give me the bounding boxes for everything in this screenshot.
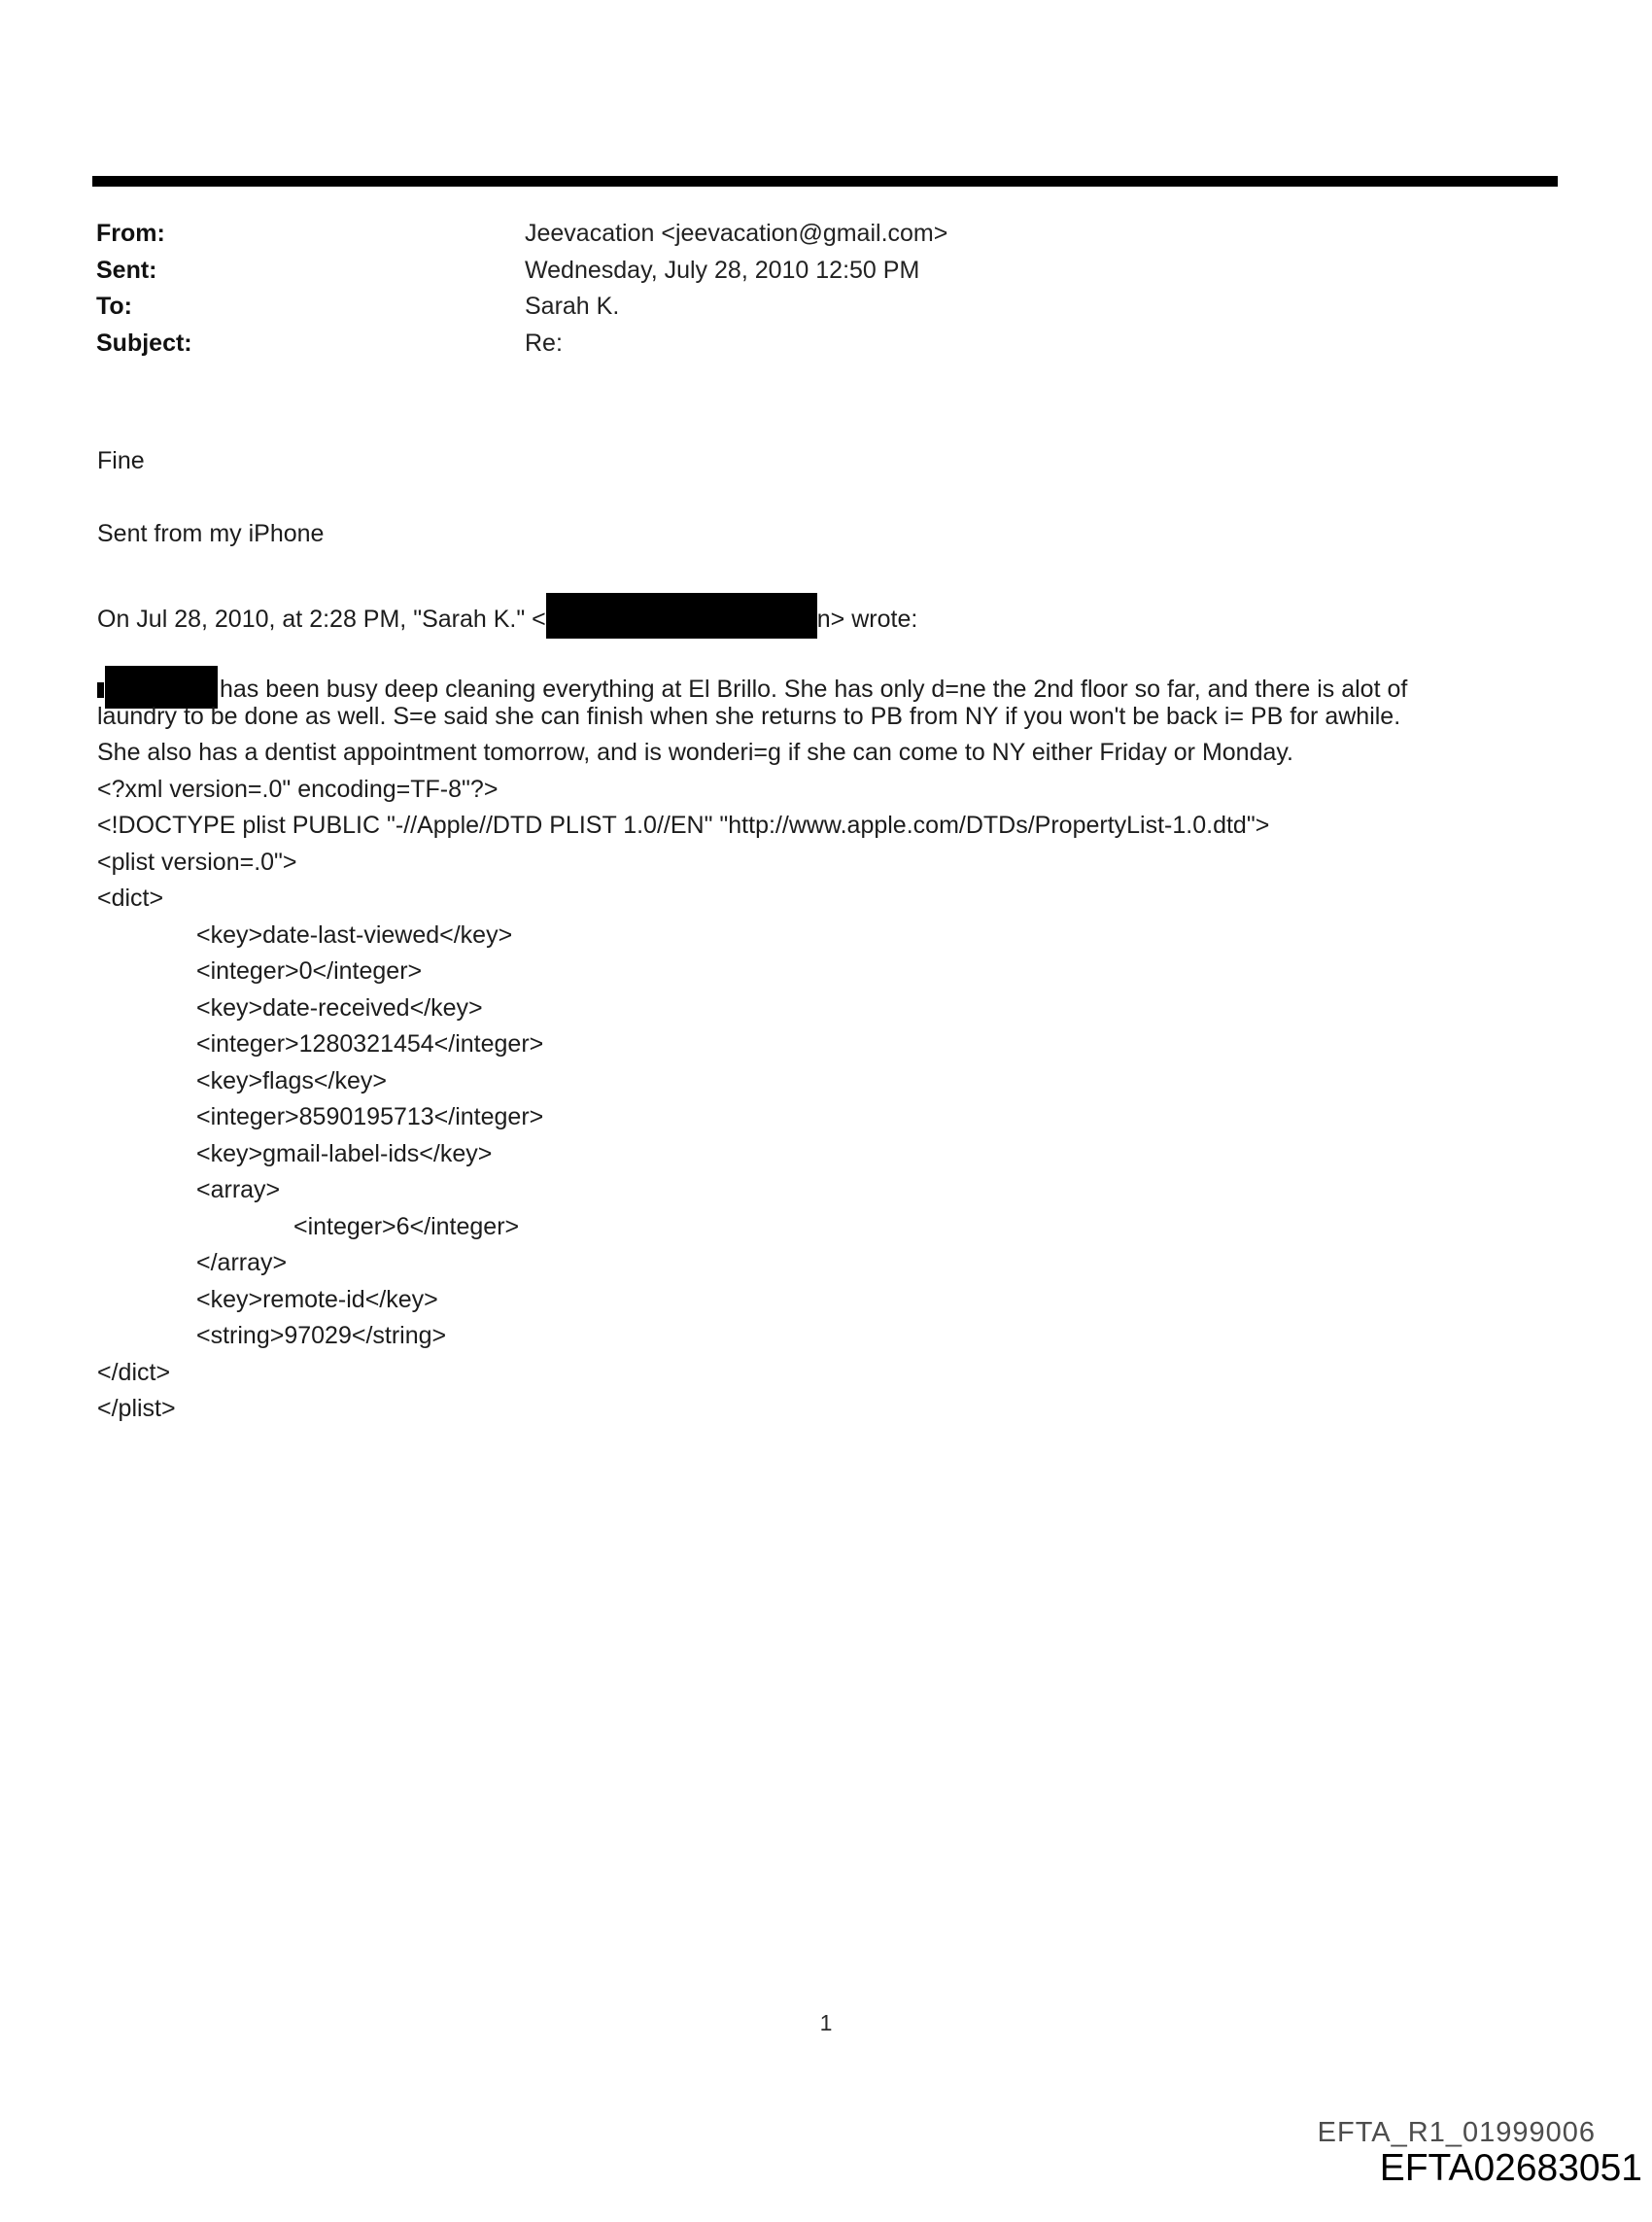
- plist-line: <array>: [196, 1176, 281, 1203]
- from-value: Jeevacation <jeevacation@gmail.com>: [525, 220, 948, 247]
- email-header: [96, 220, 947, 365]
- quote-intro-prefix: On Jul 28, 2010, at 2:28 PM, "Sarah K." <: [97, 606, 546, 633]
- subject-label: Subject:: [96, 329, 192, 357]
- bates-stamp: [1318, 2117, 1642, 2188]
- body-text-fine: Fine: [97, 447, 145, 474]
- plist-line: <key>date-received</key>: [196, 993, 483, 1022]
- plist-line: <integer>8590195713</integer>: [196, 1103, 544, 1130]
- page-number: 1: [819, 2010, 833, 2035]
- to-value: Sarah K.: [525, 293, 620, 320]
- redaction-box-email: [546, 593, 817, 639]
- plist-line: <integer>1280321454</integer>: [196, 1030, 544, 1058]
- header-row-sent: [96, 257, 947, 294]
- paragraph-line-1: [97, 666, 1407, 703]
- sent-value: Wednesday, July 28, 2010 12:50 PM: [525, 256, 920, 284]
- plist-line: <key>date-last-viewed</key>: [196, 920, 513, 949]
- bates-number-production: EFTA_R1_01999006: [1317, 2117, 1596, 2148]
- plist-line: </array>: [196, 1249, 288, 1276]
- bates-number-document: EFTA02683051: [1379, 2147, 1642, 2189]
- blank-line: [97, 484, 1407, 521]
- subject-value: Re:: [525, 329, 563, 357]
- header-row-to: [96, 293, 947, 330]
- plist-line: <key>remote-id</key>: [196, 1285, 438, 1313]
- quote-intro-suffix: n> wrote:: [816, 606, 918, 633]
- sent-label: Sent:: [96, 256, 157, 284]
- plist-line: <integer>6</integer>: [293, 1212, 520, 1240]
- paragraph-text-1: has been busy deep cleaning everything at El Brillo. She has only d=ne the 2nd floor so far, and there is alot of: [220, 676, 1408, 703]
- plist-line: <?xml version=.0" encoding=TF-8"?>: [97, 775, 499, 803]
- blank-line: [97, 557, 1407, 594]
- header-row-subject: [96, 330, 947, 366]
- redaction-edge-fragment: [97, 682, 104, 698]
- plist-line: </dict>: [97, 1358, 171, 1386]
- plist-line: <plist version=.0">: [97, 848, 297, 876]
- paragraph-line-2: laundry to be done as well. S=e said she can finish when she returns to PB from NY if you won't be back i= PB for awhile.: [97, 702, 1401, 730]
- plist-line: </plist>: [97, 1395, 176, 1422]
- email-body: [97, 447, 1407, 1432]
- plist-line: <!DOCTYPE plist PUBLIC "-//Apple//DTD PLIST 1.0//EN" "http://www.apple.com/DTDs/PropertyList-1.0.dtd">: [97, 812, 1270, 839]
- header-row-from: [96, 220, 947, 257]
- plist-line: <key>flags</key>: [196, 1066, 387, 1094]
- plist-line: <dict>: [97, 885, 164, 912]
- to-label: To:: [96, 293, 133, 320]
- paragraph-line-3: She also has a dentist appointment tomorrow, and is wonderi=g if she can come to NY either Friday or Monday.: [97, 739, 1293, 766]
- plist-line: <integer>0</integer>: [196, 957, 423, 985]
- from-label: From:: [96, 220, 165, 247]
- header-divider-rule: [92, 176, 1558, 187]
- plist-line: <string>97029</string>: [196, 1322, 447, 1349]
- plist-line: <key>gmail-label-ids</key>: [196, 1139, 493, 1167]
- quote-intro-line: [97, 593, 1407, 633]
- signature-line: Sent from my iPhone: [97, 520, 325, 547]
